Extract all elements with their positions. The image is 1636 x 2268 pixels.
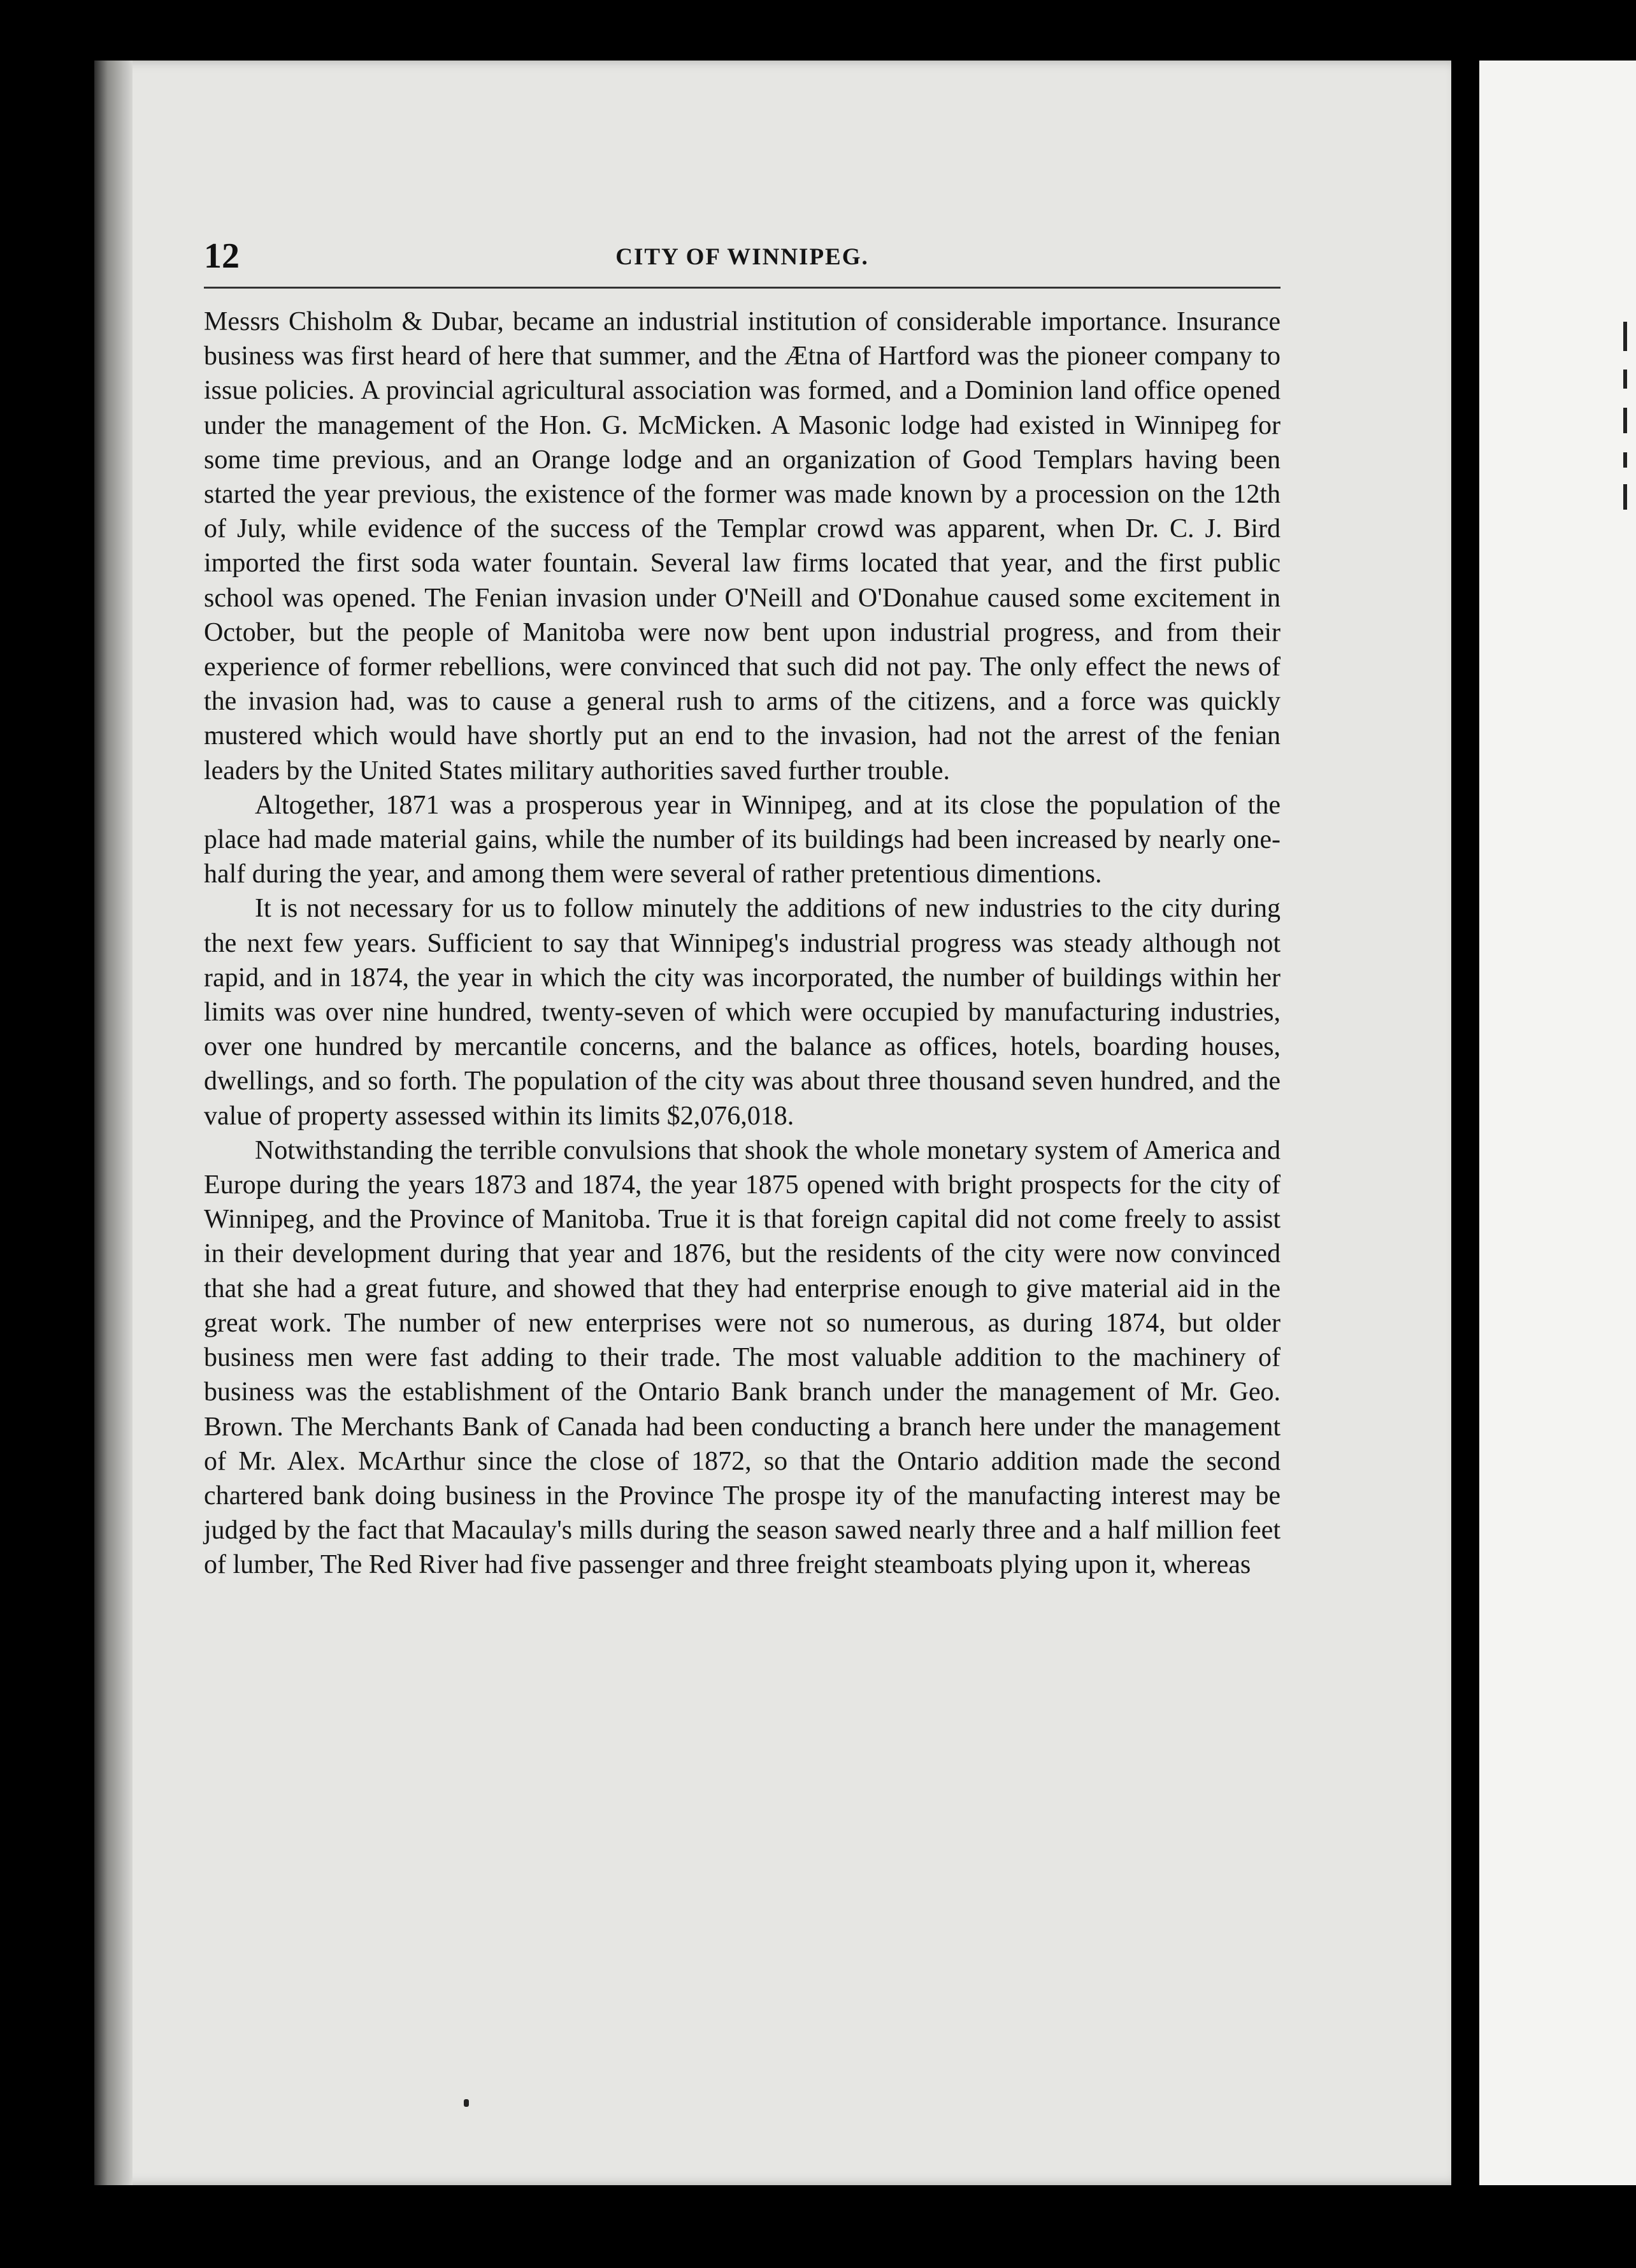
header-rule (204, 287, 1281, 289)
ink-speck (464, 2099, 469, 2107)
page-number: 12 (204, 236, 240, 276)
paragraph: Notwithstanding the terrible convulsions that shook the whole monetary system of America and Europe during the years 1873 and 1874, the year 1875 opened with bright prospects for the city of Winnipeg, and the Province of Manitoba. True it is that foreign capital did not come freely to assist in their development during that year and 1876, but the residents of the city were now convinced that she had a great future, and showed that they had enterprise enough to give material aid in the great work. The number of new enterprises were not so numerous, as during 1874, but older business men were fast adding to their trade. The most valuable addition to the machinery of business was the establishment of the Ontario Bank branch under the management of Mr. Geo. Brown. The Merchants Bank of Canada had been conducting a branch here under the management of Mr. Alex. McArthur since the close of 1872, so that the Ontario addition made the second chartered bank doing business in the Province The prospe ity of the manufacting interest may be judged by the fact that Macaulay's mills during the season sawed nearly three and a half million feet of lumber, The Red River had five passenger and three freight steamboats plying upon it, whereas (204, 1135, 1281, 1580)
running-head: CITY OF WINNIPEG. (615, 244, 869, 270)
paragraph: It is not necessary for us to follow minutely the additions of new industries to the city during the next few years. Sufficient to say that Winnipeg's industrial progress was steady although not rapid, and in 1874, the year in which the city was incorporated, the number of buildings within her limits was over nine hundred, twenty-seven of which were occupied by manufacturing industries, over one hundred by mercantile concerns, and the balance as offices, hotels, boarding houses, dwellings, and so forth. The population of the city was about three thousand seven hundred, and the value of property assessed within its limits $2,076,018. (204, 894, 1281, 1131)
facing-page-ink-mark (1623, 452, 1627, 468)
facing-page-ink-mark (1623, 484, 1627, 510)
page-gutter-shadow (94, 61, 133, 2185)
body-text (204, 305, 1281, 1583)
paragraph: Altogether, 1871 was a prosperous year in Winnipeg, and at its close the population of the place had made material gains, while the number of its buildings had been increased by nearly one-half during the year, and among them were several of rather pretentious dimentions. (204, 790, 1281, 889)
facing-page-ink-mark (1623, 322, 1627, 351)
facing-page-ink-mark (1623, 408, 1627, 433)
facing-page-ink-mark (1623, 370, 1627, 389)
facing-page-edge (1479, 61, 1636, 2185)
paragraph: Messrs Chisholm & Dubar, became an industrial institution of considerable importance. Insurance business was first heard of here that summer, and the Ætna of Hartford was the pioneer company to issue policies. A provincial agricultural association was formed, and a Dominion land office opened under the management of the Hon. G. McMicken. A Masonic lodge had existed in Winnipeg for some time previous, and an Orange lodge and an organization of Good Templars having been started the year previous, the existence of the former was made known by a procession on the 12th of July, while evidence of the success of the Templar crowd was apparent, when Dr. C. J. Bird imported the first soda water fountain. Several law firms located that year, and the first public school was opened. The Fenian invasion under O'Neill and O'Donahue caused some excitement in October, but the people of Manitoba were now bent upon industrial progress, and from their experience of former rebellions, were convinced that such did not pay. The only effect the news of the invasion had, was to cause a general rush to arms of the citizens, and a force was quickly mustered which would have shortly put an end to the invasion, had not the arrest of the fenian leaders by the United States military authorities saved further trouble. (204, 307, 1281, 786)
page-header (204, 237, 1281, 275)
